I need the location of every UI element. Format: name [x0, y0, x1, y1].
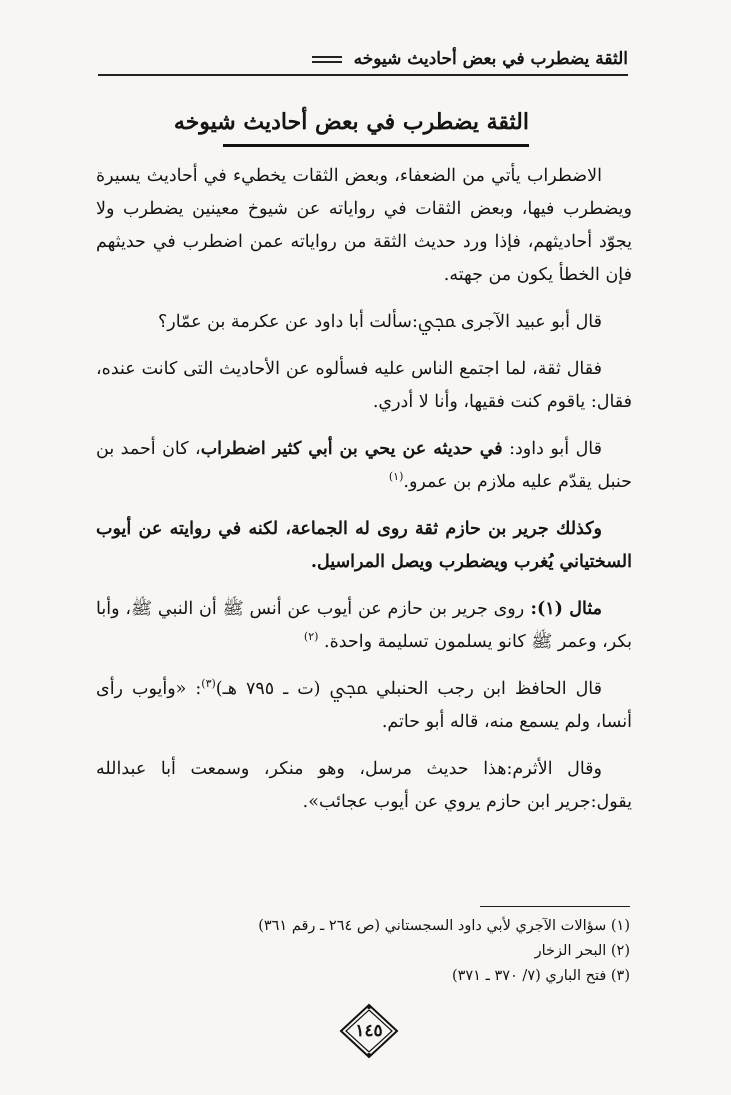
page-number-ornament [339, 1003, 399, 1059]
footnote-rule [480, 906, 630, 907]
footnote-ref-3[interactable]: (٣) [201, 677, 216, 691]
footnote-2: (٢) البحر الزخار [534, 943, 630, 959]
paragraph-lead: قال أبو داود: [502, 439, 602, 459]
body-text [96, 160, 632, 833]
example-text: روى جرير بن حازم عن أيوب عن أنس ﷺ أن النبي ﷺ، وأبا بكر، وعمر ﷺ كانو يسلمون تسليمة واحدة. [96, 599, 632, 652]
section-title: الثقة يضطرب في بعض أحاديث شيوخه [223, 100, 529, 147]
paragraph-jarir: وكذلك جرير بن حازم ثقة روى له الجماعة، لكنه في روايته عن أيوب السختياني يُغرب ويضطرب ويصل المراسيل. [96, 519, 632, 572]
footnote-ref-1[interactable]: (١) [388, 470, 404, 484]
paragraph-rest: ، كان أحمد بن حنبل يقدّم عليه ملازم بن عمرو. [96, 439, 632, 492]
running-header [98, 44, 628, 74]
paragraph-bold: في حديثه عن يحي بن أبي كثير اضطراب [200, 439, 503, 459]
footnote-1: (١) سؤالات الآجري لأبي داود السجستاني (ص ٢٦٤ ـ رقم ٣٦١) [258, 918, 630, 934]
header-rule [98, 74, 628, 76]
example-label: مثال (١): [524, 599, 602, 619]
paragraph-abu-dawud [96, 433, 632, 499]
paragraph-thiqa: فقال ثقة، لما اجتمع الناس عليه فسألوه عن الأحاديث التى كانت عنده، فقال: ياقوم كنت فقيها، وأنا لا أدري. [96, 359, 632, 412]
paragraph-rest: : «وأيوب رأى أنسا، ولم يسمع منه، قاله أبو حاتم. [96, 679, 632, 732]
paragraph-example-1 [96, 593, 632, 659]
page-number: ١٤٥ [355, 1021, 383, 1041]
running-header-title: الثقة يضطرب في بعض أحاديث شيوخه [353, 49, 628, 69]
header-ornament-bars [312, 56, 342, 63]
paragraph-abu-ubayd: قال أبو عبيد الآجرى ﷀ:سألت أبا داود عن عكرمة بن عمّار؟ [157, 312, 602, 332]
paragraph-athram: وقال الأثرم:هذا حديث مرسل، وهو منكر، وسمعت أبا عبدالله يقول:جرير ابن حازم يروي عن أيوب عجائب». [96, 759, 632, 812]
footnote-3: (٣) فتح الباري (٧/ ٣٧٠ ـ ٣٧١) [451, 968, 630, 984]
paragraph-ibn-rajab [96, 673, 632, 739]
footnote-ref-2[interactable]: (٢) [303, 630, 319, 644]
footnotes [96, 914, 630, 989]
paragraph-lead: قال الحافظ ابن رجب الحنبلي ﷀ (ت ـ ٧٩٥ هـ) [215, 679, 603, 699]
paragraph-intro: الاضطراب يأتي من الضعفاء، وبعض الثقات يخطيء في أحاديث يسيرة ويضطرب فيها، وبعض الثقات في رواياته عن شيوخ معينين يضطرب ولا يجوّد أحاديثهم، فإذا ورد حديث الثقة من رواياته عمن اضطرب في حديثهم فإن الخطأ يكون من جهته. [96, 166, 632, 285]
